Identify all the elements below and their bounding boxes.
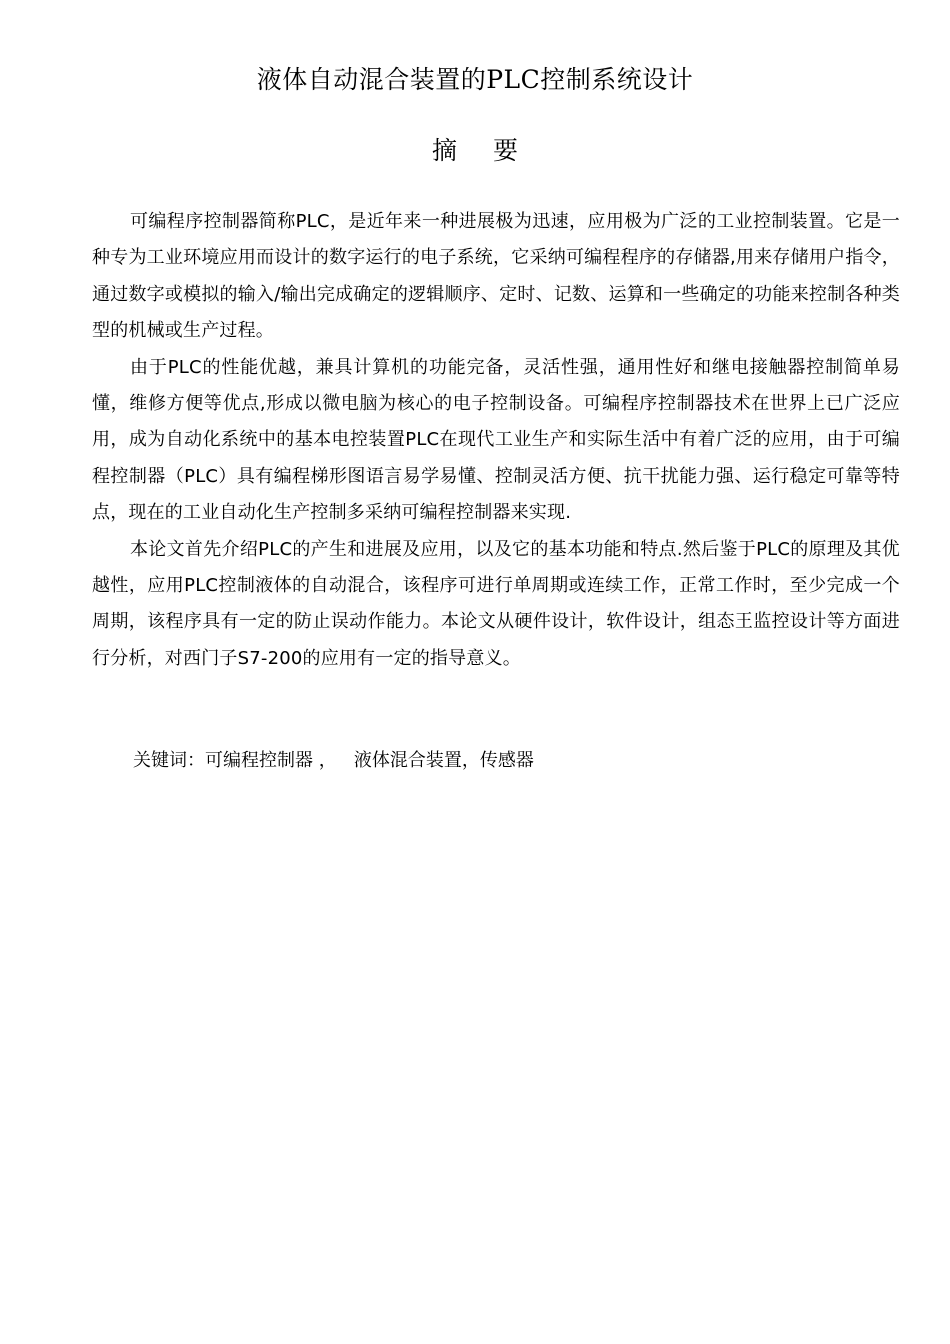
keywords-line: 关键词：可编程控制器 ， 液体混合装置，传感器 xyxy=(133,750,534,771)
abstract-paragraph-3: 本论文首先介绍PLC的产生和进展及应用，以及它的基本功能和特点.然后鉴于PLC的原理及其优越性，应用PLC控制液体的自动混合，该程序可进行单周期或连续工作，正常工作时，至少完成一个周期，该程序具有一定的防止误动作能力。本论文从硬件设计，软件设计，组态王监控设计等方面进行分析，对西门子S7-200的应用有一定的指导意义。 xyxy=(92,538,900,669)
abstract-paragraph-1: 可编程序控制器简称PLC，是近年来一种进展极为迅速，应用极为广泛的工业控制装置。它是一种专为工业环境应用而设计的数字运行的电子系统，它采纳可编程程序的存储器,用来存储用户指令，通过数字或模拟的输入/输出完成确定的逻辑顺序、定时、记数、运算和一些确定的功能来控制各种类型的机械或生产过程。 xyxy=(92,211,900,342)
document-title: 液体自动混合装置的PLC控制系统设计 xyxy=(256,65,694,94)
abstract-heading: 摘 要 xyxy=(432,136,532,165)
abstract-paragraph-2: 由于PLC的性能优越，兼具计算机的功能完备，灵活性强，通用性好和继电接触器控制简单易懂，维修方便等优点,形成以微电脑为核心的电子控制设备。可编程序控制器技术在世界上已广泛应用，成为自动化系统中的基本电控装置PLC在现代工业生产和实际生活中有着广泛的应用，由于可编程控制器（PLC）具有编程梯形图语言易学易懂、控制灵活方便、抗干扰能力强、运行稳定可靠等特点，现在的工业自动化生产控制多采纳可编程控制器来实现. xyxy=(92,356,900,524)
abstract-body xyxy=(92,204,900,677)
